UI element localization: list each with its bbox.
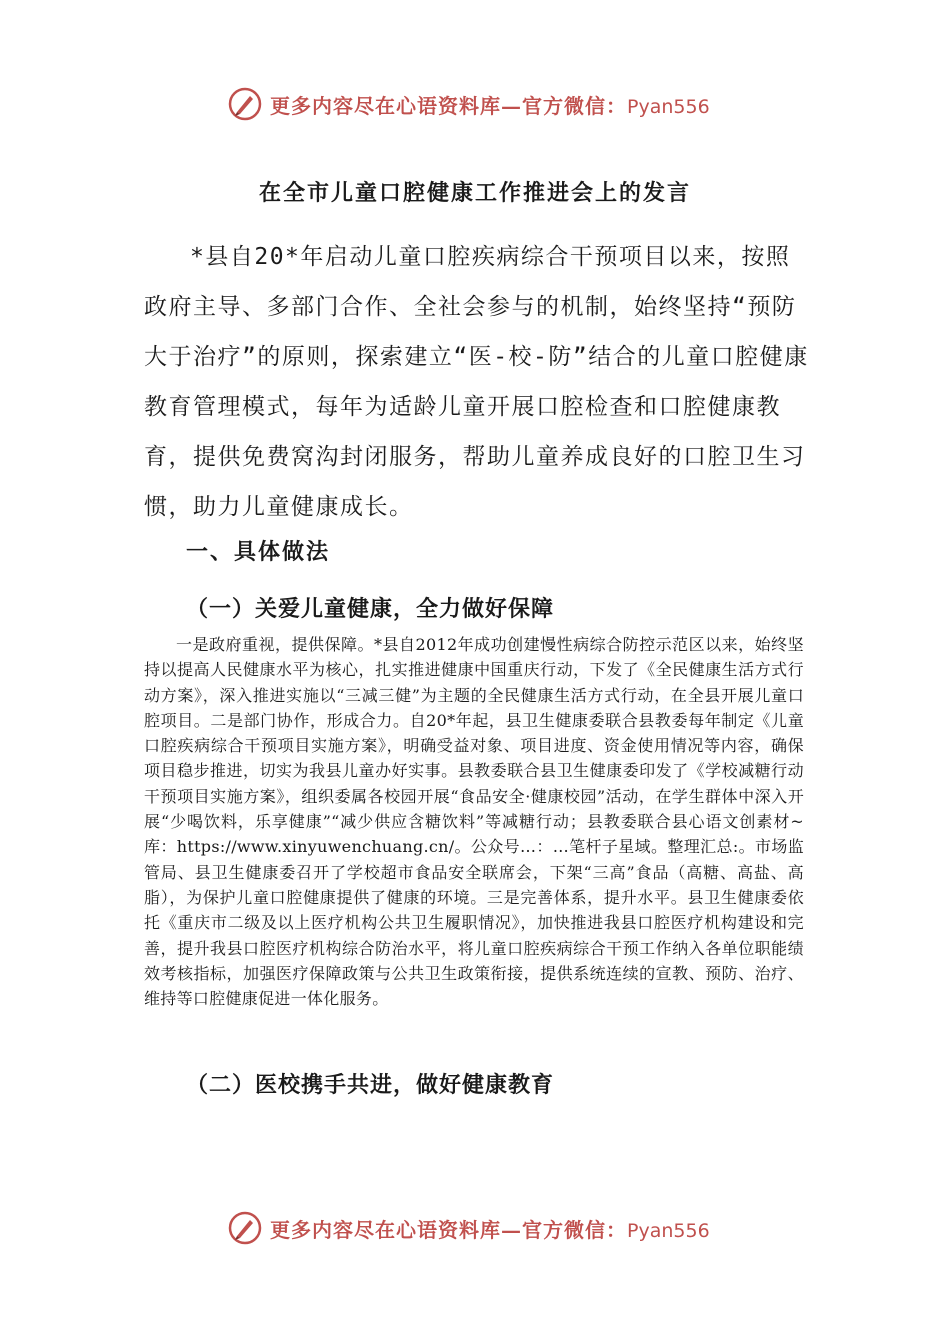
- header-banner: [228, 84, 748, 124]
- intro-paragraph: *县自20*年启动儿童口腔疾病综合干预项目以来，按照政府主导、多部门合作、全社会参与的机制，始终坚持“预防大于治疗”的原则，探索建立“医-校-防”结合的儿童口腔健康教育管理模式，每年为适龄儿童开展口腔检查和口腔健康教育，提供免费窝沟封闭服务，帮助儿童养成良好的口腔卫生习惯，助力儿童健康成长。: [144, 244, 809, 520]
- pen-logo-icon: [228, 87, 262, 121]
- footer-banner: [228, 1208, 748, 1248]
- pen-logo-icon: [228, 1211, 262, 1245]
- subheading-2: （二）医校携手共进，做好健康教育: [186, 1072, 555, 1098]
- banner-text: 更多内容尽在心语资料库—官方微信：Pyan556: [270, 93, 710, 118]
- banner-text: 更多内容尽在心语资料库—官方微信：Pyan556: [270, 1217, 710, 1242]
- body-paragraph-1: 一是政府重视，提供保障。*县自2012年成功创建慢性病综合防控示范区以来，始终坚持以提高人民健康水平为核心，扎实推进健康中国重庆行动，下发了《全民健康生活方式行动方案》，深入推进实施以“三减三健”为主题的全民健康生活方式行动，在全县开展儿童口腔项目。二是部门协作，形成合力。自20*年起，县卫生健康委联合县教委每年制定《儿童口腔疾病综合干预项目实施方案》，明确受益对象、项目进度、资金使用情况等内容，确保项目稳步推进，切实为我县儿童办好实事。县教委联合县卫生健康委印发了《学校减糖行动干预项目实施方案》，组织委属各校园开展“食品安全·健康校园”活动，在学生群体中深入开展“少喝饮料，乐享健康”“减少供应含糖饮料”等减糖行动；县教委联合县心语文创素材~库：https://www.xinyuwenchuang.cn/。公众号…：…笔杆子星域。整理汇总:。市场监管局、县卫生健康委召开了学校超市食品安全联席会，下架“三高”食品（高糖、高盐、高脂），为保护儿童口腔健康提供了健康的环境。三是完善体系，提升水平。县卫生健康委依托《重庆市二级及以上医疗机构公共卫生履职情况》，加快推进我县口腔医疗机构建设和完善，提升我县口腔医疗机构综合防治水平，将儿童口腔疾病综合干预工作纳入各单位职能绩效考核指标，加强医疗保障政策与公共卫生政策衔接，提供系统连续的宣教、预防、治疗、维持等口腔健康促进一体化服务。: [144, 635, 804, 1009]
- document-title: 在全市儿童口腔健康工作推进会上的发言: [258, 180, 691, 206]
- subheading-1: （一）关爱儿童健康，全力做好保障: [186, 596, 555, 622]
- section-heading-1: 一、具体做法: [186, 539, 331, 565]
